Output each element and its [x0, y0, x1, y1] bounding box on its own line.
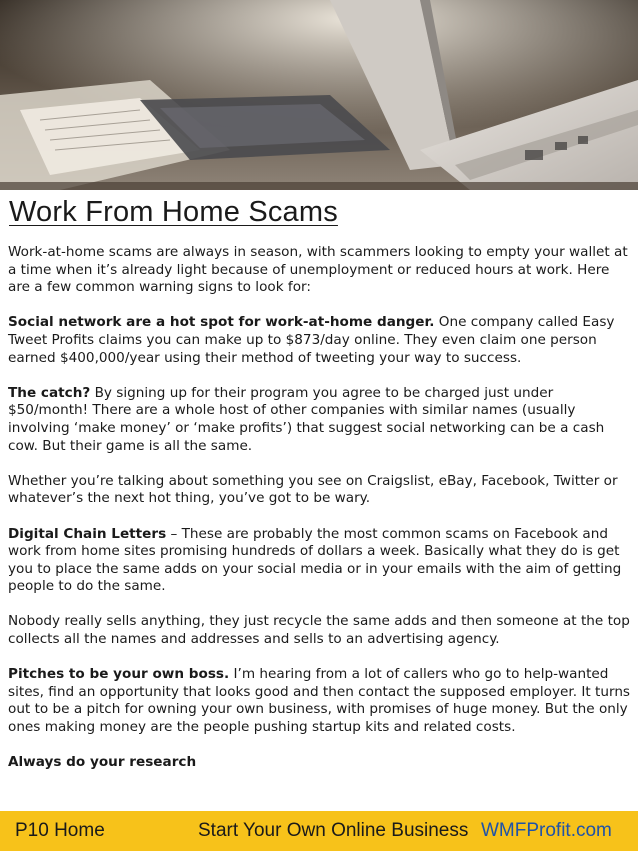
paragraph-intro: Work-at-home scams are always in season, with scammers looking to empty your wallet at a time when it’s already light because of unemployment or reduced hours at work. Here are a few common warning signs to look for: — [8, 244, 628, 296]
paragraph-lead: Digital Chain Letters — [8, 525, 167, 542]
footer-content — [8, 817, 630, 845]
paragraph-social-network: Social network are a hot spot for work-at-home danger. One company called Easy Tweet Profits claims you can make up to $873/day online. They even claim one person earned $400,000/year using their method of tweeting your way to success. — [8, 314, 615, 366]
page-label-home-link[interactable]: P10 Home — [15, 820, 105, 841]
paragraph-nobody-sells: Nobody really sells anything, they just recycle the same adds and then someone at the top collects all the names and addresses and sells to an advertising agency. — [8, 613, 630, 648]
footer-tagline: Start Your Own Online Business — [198, 820, 469, 841]
paragraph-own-boss: Pitches to be your own boss. I’m hearing from a lot of callers who go to help-wanted sites, find an opportunity that looks good and then contact the supposed employer. It turns out to be a pitch for owning your own business, with promises of huge money. But the only ones making money are the people pushing startup kits and related costs. — [8, 666, 631, 736]
paragraph-the-catch: The catch? By signing up for their program you agree to be charged just under $50/month! There are a whole host of other companies with similar names (usually involving ‘make money’ or ‘make profits’) that suggest social networking can be a cash cow. But their game is all the same. — [8, 384, 605, 454]
paragraph-lead: The catch? — [8, 384, 91, 401]
paragraph-be-wary: Whether you’re talking about something you see on Craigslist, eBay, Facebook, Twitter or whatever’s the next hot thing, you’ve got to be wary. — [8, 472, 618, 507]
paragraph-research — [8, 754, 630, 772]
page-title: Work From Home Scams — [9, 196, 338, 228]
paragraph-lead: Pitches to be your own boss. — [8, 666, 230, 683]
paragraph-lead: Social network are a hot spot for work-at-home danger. — [8, 314, 435, 331]
paragraph-lead: Always do your research — [8, 754, 197, 771]
article-body — [8, 244, 630, 789]
paragraph-chain-letters: Digital Chain Letters – These are probably the most common scams on Facebook and work from home sites promising hundreds of dollars a week. Basically what they do is get you to place the same adds on your social media or in your emails with the aim of getting people to do the same. — [8, 525, 622, 595]
site-link[interactable]: WMFProfit.com — [481, 820, 612, 841]
footer-bar — [0, 811, 638, 851]
laptop-desk-photo — [0, 0, 638, 190]
header-photo — [0, 0, 638, 190]
